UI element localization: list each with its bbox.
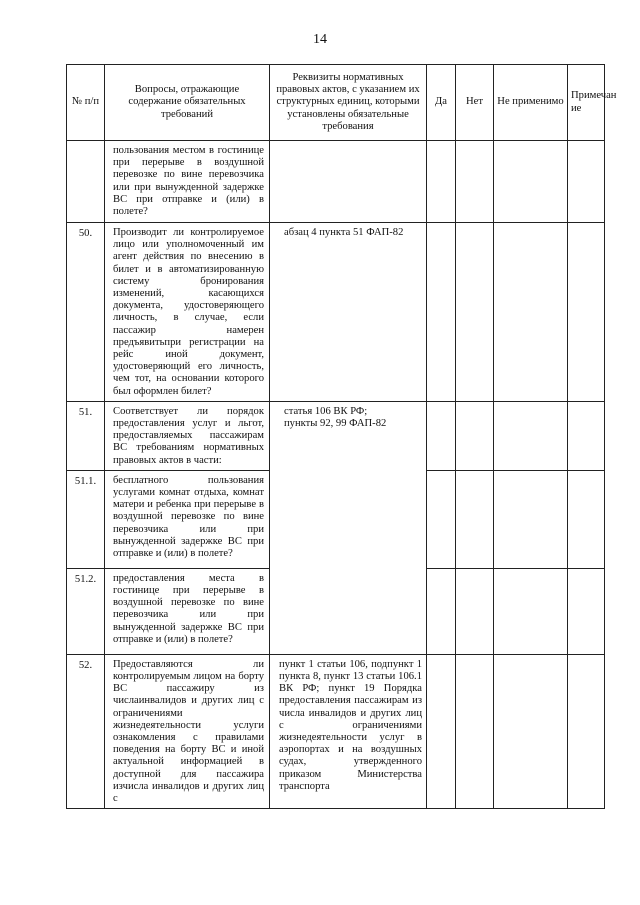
table-row <box>67 223 605 402</box>
header-refs: Реквизиты нормативных правовых актов, с указанием их структурных единиц, которыми установлены обязательные требования <box>270 65 427 141</box>
header-questions: Вопросы, отражающие содержание обязательных требований <box>105 65 270 141</box>
table-row <box>67 141 605 223</box>
cell-na[interactable] <box>494 223 568 402</box>
cell-note[interactable] <box>568 401 605 470</box>
row-question: предоставления места в гостинице при перерыве в воздушной перевозке по вине перевозчика или при вынужденной задержке ВС при отправке и (или) в полете? <box>105 568 270 654</box>
row-number: 51.2. <box>67 568 105 654</box>
row-question: бесплатного пользования услугами комнат отдыха, комнат матери и ребенка при перерыве в воздушной перевозке по вине перевозчика или при вынужденной задержке ВС при отправке и (или) в полете? <box>105 470 270 568</box>
row-number: 52. <box>67 654 105 808</box>
cell-no[interactable] <box>456 223 494 402</box>
cell-no[interactable] <box>456 568 494 654</box>
cell-note[interactable] <box>568 470 605 568</box>
header-note: Примечан ие <box>568 65 605 141</box>
row-number <box>67 141 105 223</box>
reference-line: пункты 92, 99 ФАП-82 <box>284 418 387 430</box>
cell-na[interactable] <box>494 654 568 808</box>
row-reference: абзац 4 пункта 51 ФАП-82 <box>270 223 427 402</box>
row-reference <box>270 141 427 223</box>
header-yes: Да <box>427 65 456 141</box>
cell-no[interactable] <box>456 401 494 470</box>
cell-note[interactable] <box>568 654 605 808</box>
header-no: Нет <box>456 65 494 141</box>
cell-na[interactable] <box>494 401 568 470</box>
cell-yes[interactable] <box>427 223 456 402</box>
cell-note[interactable] <box>568 141 605 223</box>
cell-na[interactable] <box>494 568 568 654</box>
row-number: 51. <box>67 401 105 470</box>
cell-na[interactable] <box>494 470 568 568</box>
cell-yes[interactable] <box>427 568 456 654</box>
table-row <box>67 654 605 808</box>
header-num: № п/п <box>67 65 105 141</box>
cell-no[interactable] <box>456 654 494 808</box>
table-row <box>67 401 605 470</box>
cell-no[interactable] <box>456 470 494 568</box>
requirements-table <box>66 64 617 809</box>
page-number: 14 <box>313 32 327 47</box>
row-question: Соответствует ли порядок предоставления услуг и льгот, предоставляемых пассажирам ВС требованиям нормативных правовых актов в части: <box>105 401 270 470</box>
cell-yes[interactable] <box>427 401 456 470</box>
row-reference: пункт 1 статьи 106, подпункт 1 пункта 8, пункт 13 статьи 106.1 ВК РФ; пункт 19 Порядка предоставления пассажирам из числа инвалидов и других лиц с ограничениями жизнедеятельности услуг в аэропортах и на воздушных судах, утвержденного приказом Министерства транспорта <box>270 654 427 808</box>
cell-na[interactable] <box>494 141 568 223</box>
header-na: Не применимо <box>494 65 568 141</box>
row-question: пользования местом в гостинице при перерыве в воздушной перевозке по вине перевозчика или при вынужденной задержке ВС при отправке и (или) в полете? <box>105 141 270 223</box>
cell-note[interactable] <box>568 568 605 654</box>
cell-yes[interactable] <box>427 141 456 223</box>
cell-yes[interactable] <box>427 654 456 808</box>
reference-line: статья 106 ВК РФ; <box>284 405 368 417</box>
cell-note[interactable] <box>568 223 605 402</box>
row-reference <box>270 401 427 654</box>
row-number: 51.1. <box>67 470 105 568</box>
cell-yes[interactable] <box>427 470 456 568</box>
table-header-row <box>67 65 605 141</box>
row-number: 50. <box>67 223 105 402</box>
row-question: Производит ли контролируемое лицо или уполномоченный им агент действия по внесению в билет и в автоматизированную систему бронирования изменений, касающихся документа, удостоверяющего личность, в случае, если пассажир намерен предъявитьпри регистрации на рейс иной документ, удостоверяющий его личность, чем тот, на основании которого был оформлен билет? <box>105 223 270 402</box>
row-question: Предоставляются ли контролируемым лицом на борту ВС пассажиру из числаинвалидов и других лиц с ограничениями жизнедеятельности услуги ознакомления с правилами поведения на борту ВС и иной актуальной информацией в доступной для пассажира изчисла инвалидов и других лиц с <box>105 654 270 808</box>
cell-no[interactable] <box>456 141 494 223</box>
